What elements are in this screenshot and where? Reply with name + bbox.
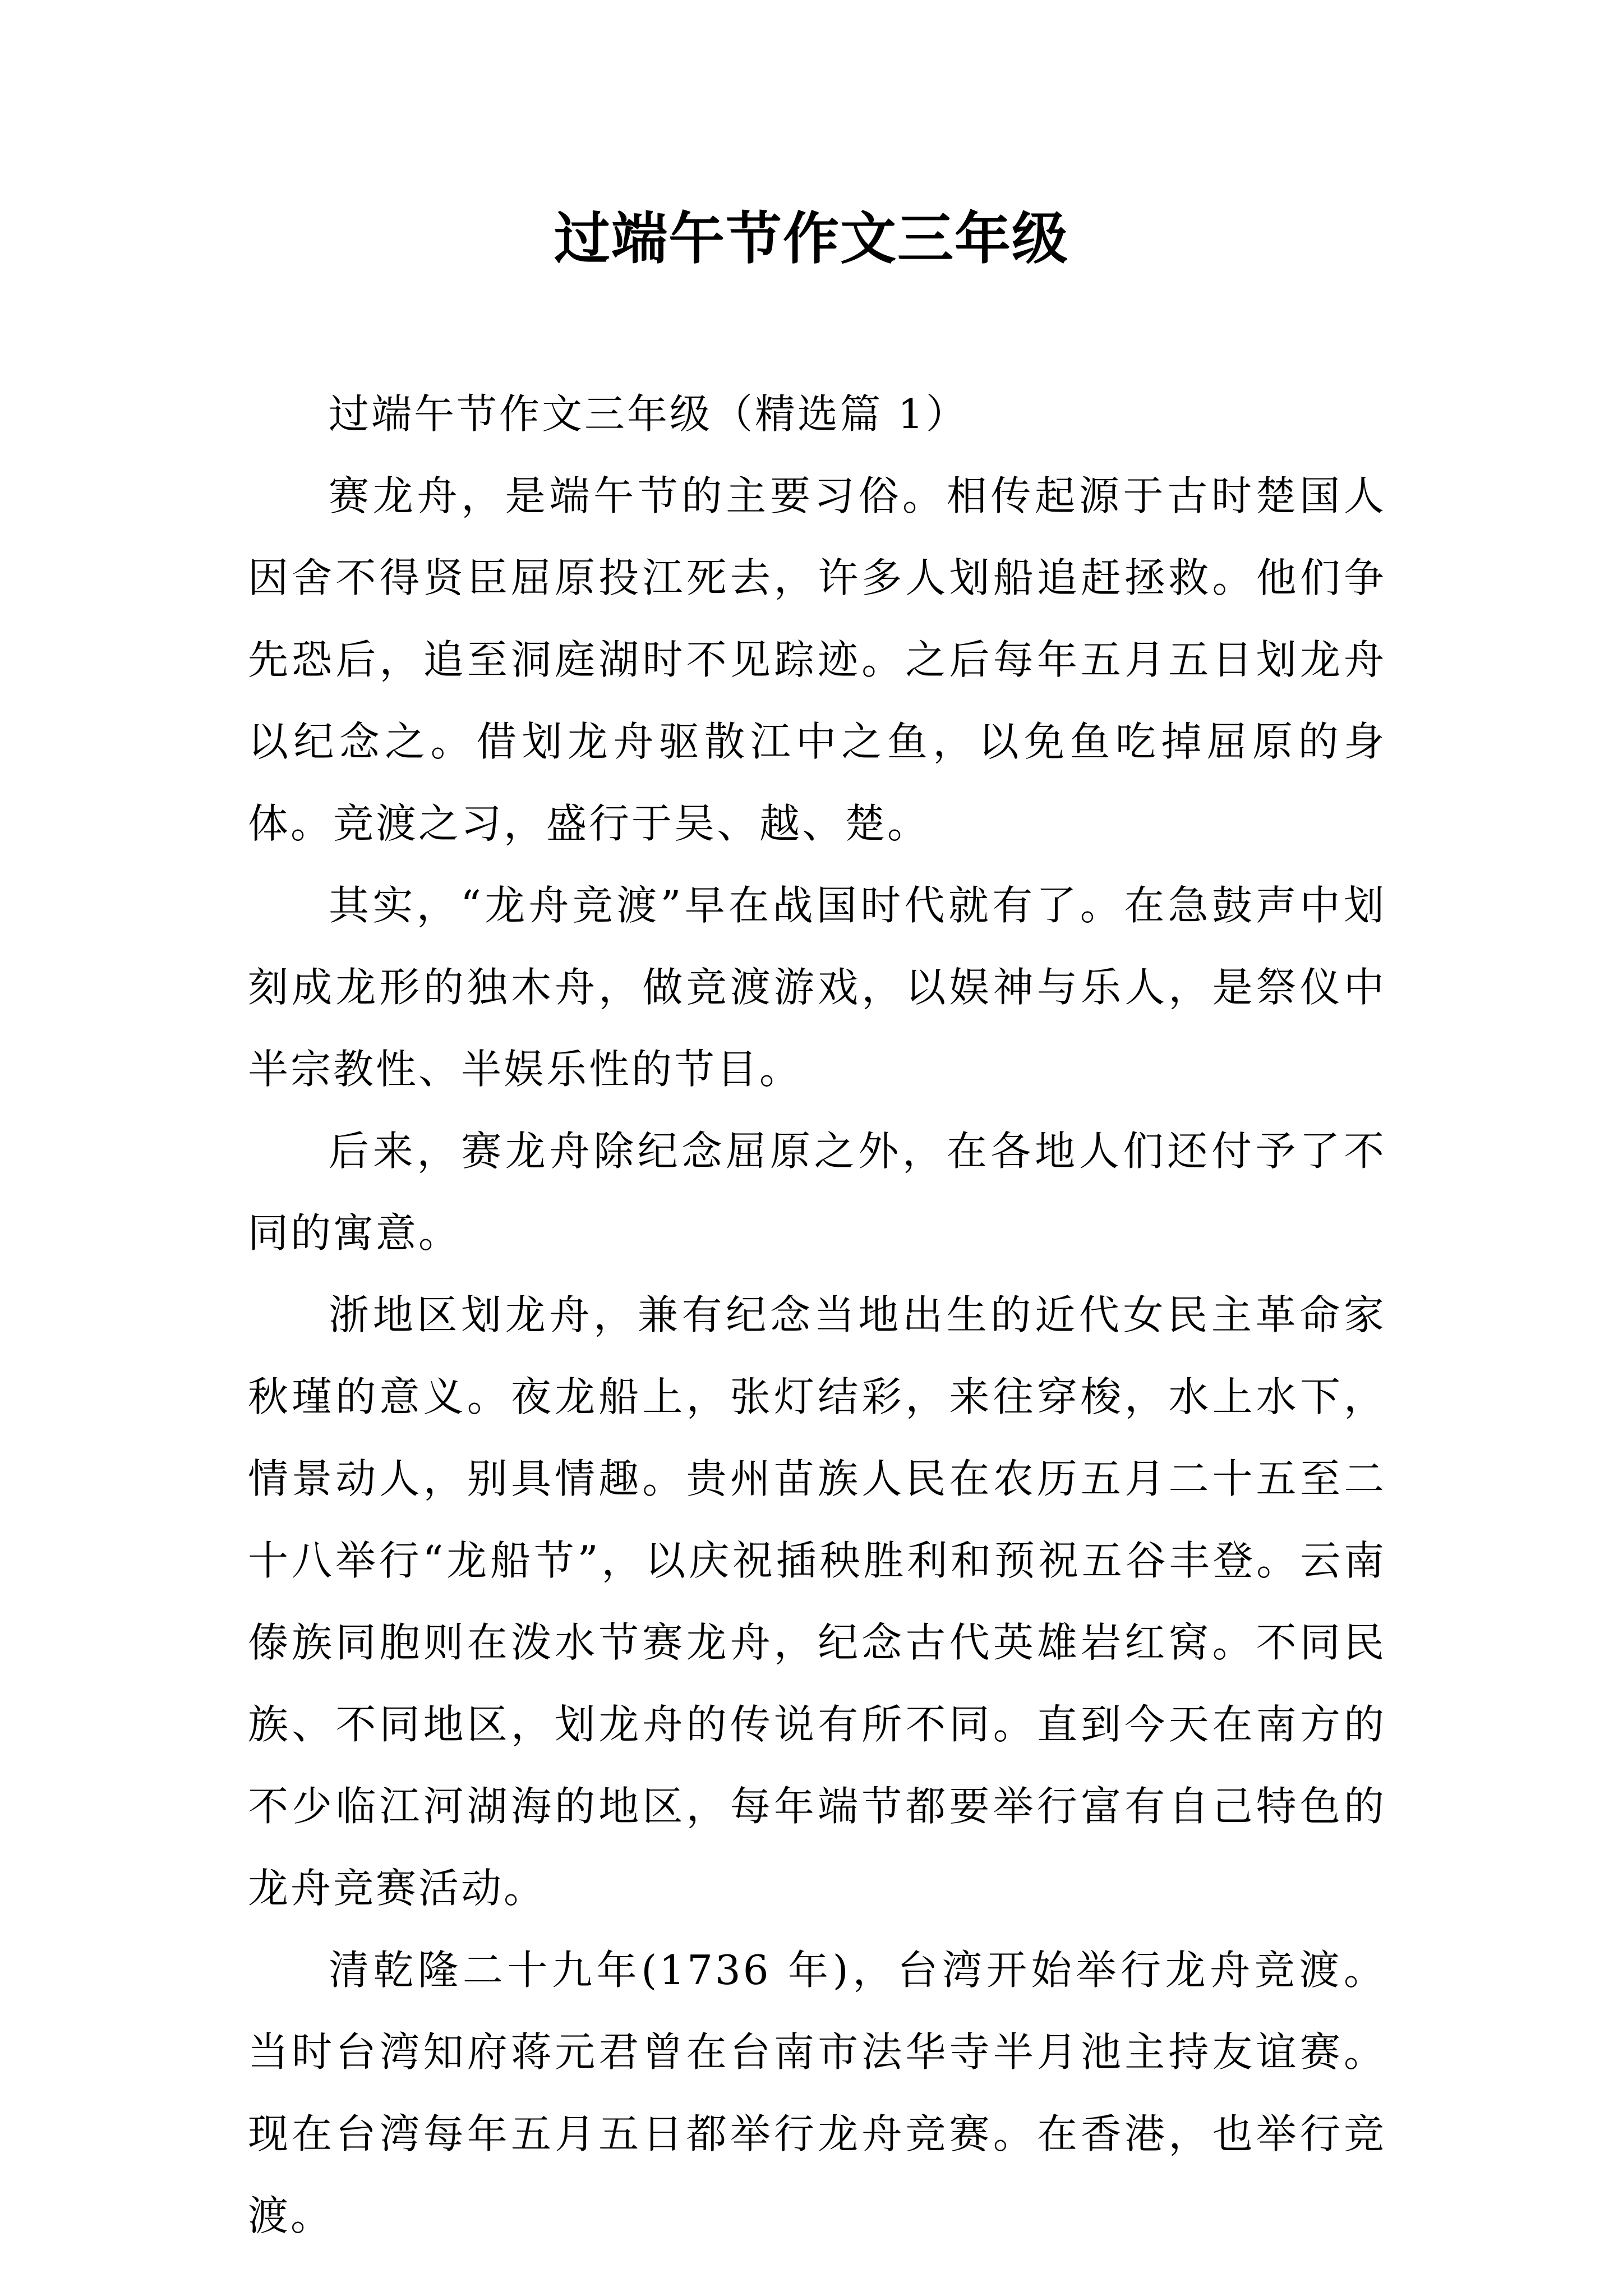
paragraph-subtitle: 过端午节作文三年级（精选篇 1） [329, 390, 969, 438]
paragraph: 浙地区划龙舟，兼有纪念当地出生的近代女民主革命家秋瑾的意义。夜龙船上，张灯结彩，来往穿梭，水上水下，情景动人，别具情趣。贵州苗族人民在农历五月二十五至二十八举行“龙船节”，以庆祝插秧胜利和预祝五谷丰登。云南傣族同胞则在泼水节赛龙舟，纪念古代英雄岩红窝。不同民族、不同地区，划龙舟的传说有所不同。直到今天在南方的不少临江河湖海的地区，每年端节都要举行富有自己特色的龙舟竞赛活动。 [248, 1291, 1386, 1912]
paragraph: 后来，赛龙舟除纪念屈原之外，在各地人们还付予了不同的寓意。 [248, 1128, 1386, 1257]
paragraph: 其实，“龙舟竞渡”早在战国时代就有了。在急鼓声中划刻成龙形的独木舟，做竞渡游戏，以娱神与乐人，是祭仪中半宗教性、半娱乐性的节目。 [248, 882, 1386, 1093]
paragraph: 赛龙舟，是端午节的主要习俗。相传起源于古时楚国人因舍不得贤臣屈原投江死去，许多人划船追赶拯救。他们争先恐后，追至洞庭湖时不见踪迹。之后每年五月五日划龙舟以纪念之。借划龙舟驱散江中之鱼，以免鱼吃掉屈原的身体。竞渡之习，盛行于吴、越、楚。 [248, 472, 1386, 847]
document-body [248, 373, 1386, 2257]
paragraph: 清乾隆二十九年(1736 年)，台湾开始举行龙舟竞渡。当时台湾知府蒋元君曾在台南市法华寺半月池主持友谊赛。现在台湾每年五月五日都举行龙舟竞赛。在香港，也举行竞渡。 [248, 1947, 1386, 2239]
document-title: 过端午节作文三年级 [554, 205, 1069, 272]
